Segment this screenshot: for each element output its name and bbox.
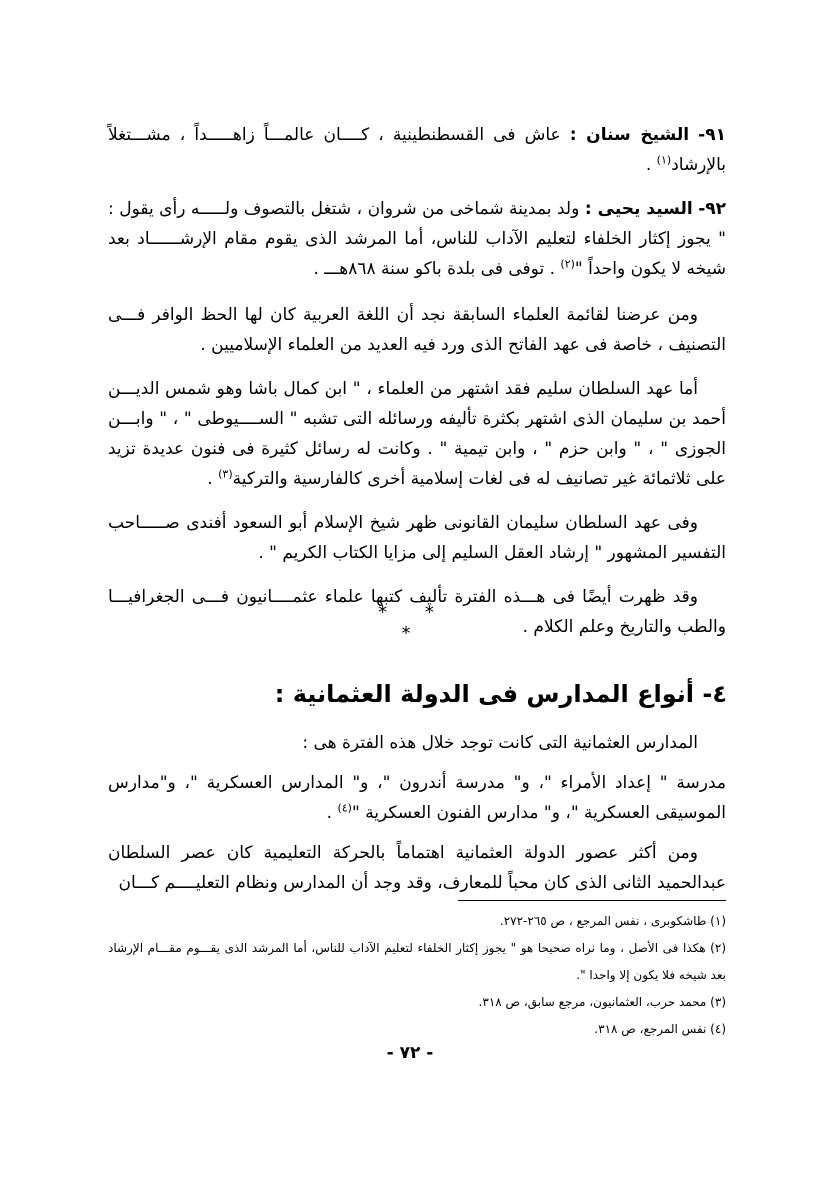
paragraph-schools-intro xyxy=(108,728,726,758)
paragraph-text: مدرسة " إعداد الأمراء "، و" مدرسة أندرون "، و" المدارس العسكرية "، و"مدارس الموسيقى العسكرية "، و" مدارس الفنون العسكرية " xyxy=(108,773,726,823)
entry-name: السيد يحيى : xyxy=(584,199,693,219)
page-number: - ٧٢ - xyxy=(386,1043,434,1063)
entry-end: . توفى فى بلدة باكو سنة ٨٦٨هـــ . xyxy=(313,259,561,279)
entry-number: ٩١- xyxy=(698,125,726,145)
entry-name: الشيخ سنان : xyxy=(569,125,690,145)
footnote-ref: (٣) xyxy=(218,467,233,481)
footnote-ref: (٢) xyxy=(560,257,575,271)
paragraph-end: . xyxy=(207,469,219,489)
paragraph-sultan-selim xyxy=(108,374,726,494)
entry-92 xyxy=(108,194,726,284)
footnote-ref: (٤) xyxy=(337,801,352,815)
paragraph-text: أما عهد السلطان سليم فقد اشتهر من العلماء ، " ابن كمال باشا وهو شمس الديـــن أحمد بن سليمان الذى اشتهر بكثرة تأليفه ورسائله التى تشبه " الســــيوطى " ، " وابـــن الجوزى " ، " وابن حزم " ، وابن تيمية " . وكانت له رسائل كثيرة فى فنون عديدة تزيد على ثلاثمائة غير تصانيف له فى لغات إسلامية أخرى كالفارسية والتركية xyxy=(108,379,726,489)
paragraph-sultan-suleiman xyxy=(108,508,726,568)
footnote-3: (٣) محمد حرب، العثمانيون، مرجع سابق، ص ٣١٨. xyxy=(478,995,726,1009)
entry-text: عاش فى القسطنطينية ، كــــان عالمـــاً زاهـــــداً ، مشـــتغلاً بالإرشاد xyxy=(108,125,726,175)
footnote-2: (٢) هكذا فى الأصل ، وما نراه صحيحا هو " يجوز إكثار الخلفاء لتعليم الآداب للناس، أما المرشد الذى يقـــوم مقـــام الإرشاد بعد شيخه فلا يكون إلا واحدا ". xyxy=(108,941,726,982)
footnote-4: (٤) نفس المرجع، ص ٣١٨. xyxy=(594,1022,726,1036)
body-text-top xyxy=(108,120,726,642)
paragraph-text: المدارس العثمانية التى كانت توجد خلال هذه الفترة هى : xyxy=(302,733,698,753)
footnote-1: (١) طاشكوبرى ، نفس المرجع ، ص ٢٦٥-٢٧٢. xyxy=(499,914,726,928)
paragraph-text: وقد ظهرت أيضًا فى هـــذه الفترة تأليف كتبها علماء عثمــــانيون فـــى الجغرافيـــا والطب والتاريخ وعلم الكلام . xyxy=(108,587,726,637)
paragraph-text: وفى عهد السلطان سليمان القانونى ظهر شيخ الإسلام أبو السعود أفندى صـــــاحب التفسير المشهور " إرشاد العقل السليم إلى مزايا الكتاب الكريم " . xyxy=(108,513,726,563)
entry-text: ولد بمدينة شماخى من شروان ، شتغل بالتصوف ولـــــه رأى يقول : " يجوز إكثار الخلفاء لتعليم الآداب للناس، أما المرشد الذى يقوم مقام الإرشــــــاد بعد شيخه لا يكون واحداً " xyxy=(108,199,726,279)
paragraph-abdulhamid xyxy=(108,838,726,898)
section-heading: ٤- أنواع المدارس فى الدولة العثمانية : xyxy=(274,680,727,708)
footnote-divider xyxy=(458,900,726,901)
entry-end: . xyxy=(645,155,657,175)
paragraph-end: . xyxy=(326,803,338,823)
paragraph-text: ومن أكثر عصور الدولة العثمانية اهتماماً بالحركة التعليمية كان عصر السلطان عبدالحميد الثانى الذى كان محباً للمعارف، وقد وجد أن المدارس ونظام التعليــــم كـــان xyxy=(108,843,726,893)
entry-number: ٩٢- xyxy=(698,199,727,219)
footnote-ref: (١) xyxy=(656,153,672,167)
footnotes xyxy=(108,908,726,1043)
paragraph-text: ومن عرضنا لقائمة العلماء السابقة نجد أن اللغة العربية كان لها الحظ الوافر فـــى التصنيف ، خاصة فى عهد الفاتح الذى ورد فيه العديد من العلماء الإسلاميين . xyxy=(108,305,726,355)
entry-91 xyxy=(108,120,726,180)
paragraph-schools-list xyxy=(108,768,726,828)
body-text-section xyxy=(108,728,726,898)
paragraph-arabic-language xyxy=(108,300,726,360)
section-separator: * * * xyxy=(378,602,450,644)
